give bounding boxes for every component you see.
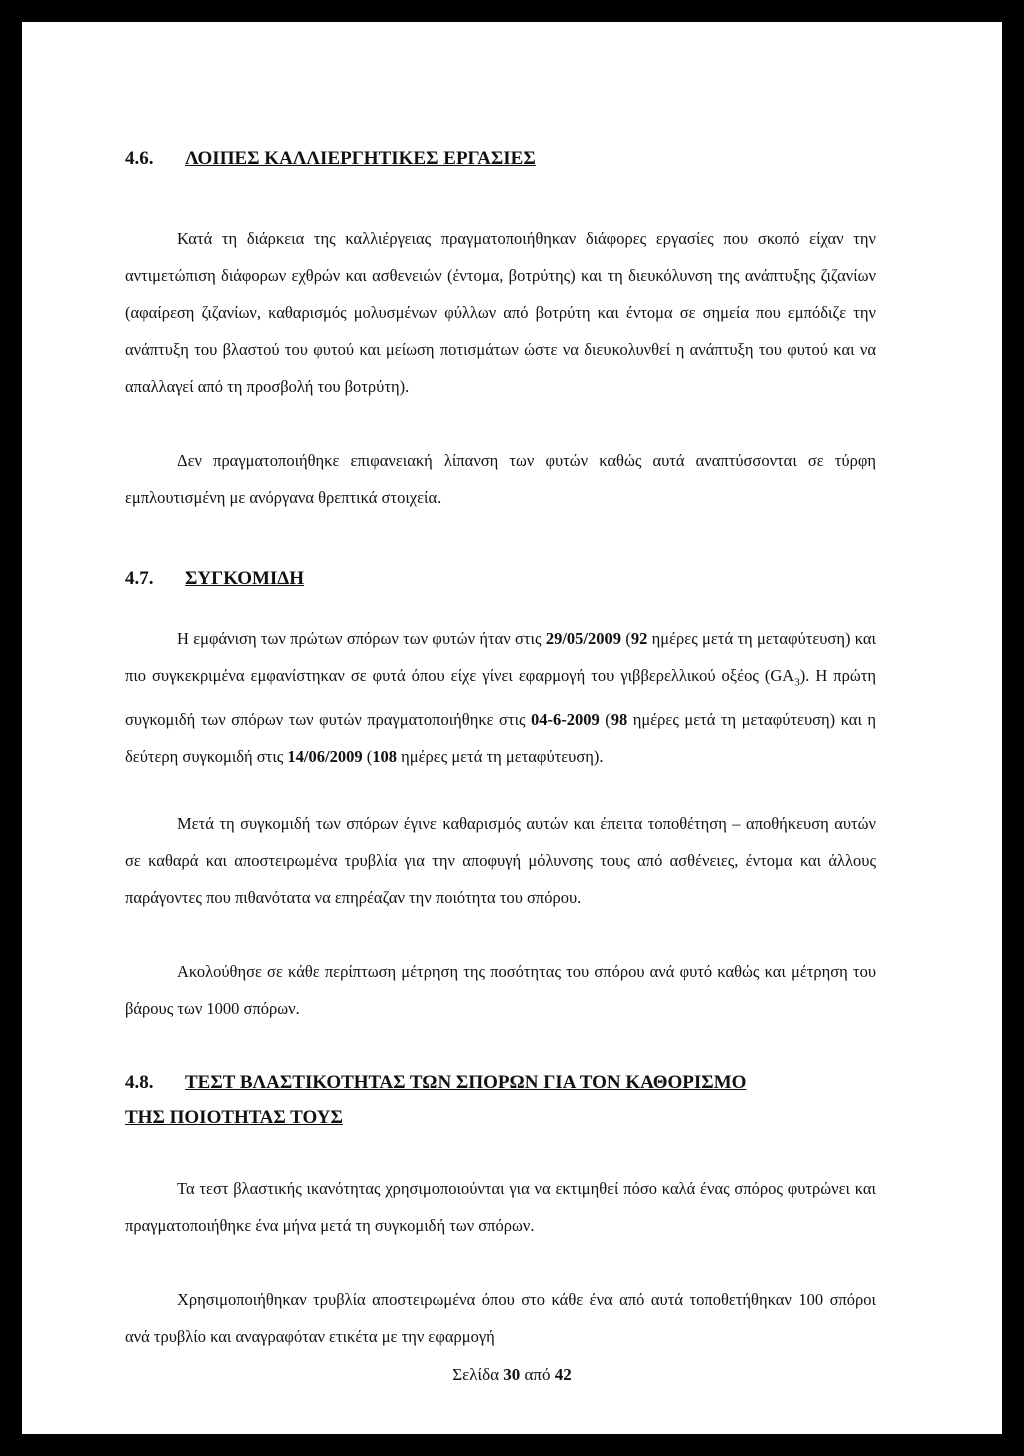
section-title: ΛΟΙΠΕΣ ΚΑΛΛΙΕΡΓΗΤΙΚΕΣ ΕΡΓΑΣΙΕΣ — [185, 148, 536, 169]
paragraph: Μετά τη συγκομιδή των σπόρων έγινε καθαρισμός αυτών και έπειτα τοποθέτηση – αποθήκευση αυτών σε καθαρά και αποστειρωμένα τρυβλία για την αποφυγή μόλυνσης τους από ασθένειες, έντομα και άλλους παράγοντες που πιθανότατα να επηρέαζαν την ποιότητα του σπόρου. — [125, 814, 876, 907]
section-number: 4.6. — [125, 148, 154, 169]
section-title-line2: ΤΗΣ ΠΟΙΟΤΗΤΑΣ ΤΟΥΣ — [125, 1107, 343, 1128]
section-heading-4-6 — [125, 148, 536, 170]
document-page — [22, 22, 1002, 1434]
page-total: 42 — [554, 1365, 572, 1384]
section-heading-4-7 — [125, 568, 304, 590]
section-number: 4.7. — [125, 568, 154, 589]
section-number: 4.8. — [125, 1072, 154, 1093]
paragraph: Δεν πραγματοποιήθηκε επιφανειακή λίπανση των φυτών καθώς αυτά αναπτύσσονται σε τύρφη εμπλουτισμένη με ανόργανα θρεπτικά στοιχεία. — [125, 451, 876, 507]
section-title: ΣΥΓΚΟΜΙΔΗ — [185, 568, 304, 589]
paragraph: Χρησιμοποιήθηκαν τρυβλία αποστειρωμένα όπου στο κάθε ένα από αυτά τοποθετήθηκαν 100 σπόροι ανά τρυβλίο και αναγραφόταν ετικέτα με την εφαρμογή — [125, 1290, 876, 1346]
page-number: 30 — [503, 1365, 521, 1384]
section-title-line1: ΤΕΣΤ ΒΛΑΣΤΙΚΟΤΗΤΑΣ ΤΩΝ ΣΠΟΡΩΝ ΓΙΑ ΤΟΝ ΚΑΘΟΡΙΣΜΟ — [185, 1072, 747, 1093]
date: 14/06/2009 — [287, 747, 363, 767]
paragraph-harvest-dates: Η εμφάνιση των πρώτων σπόρων των φυτών ήταν στις 29/05/2009 (92 ημέρες μετά τη μεταφύτευση) και πιο συγκεκριμένα εμφανίστηκαν σε φυτά όπου είχε γίνει εφαρμογή του γιββερελλικού οξέος $(GA_3)$. Η πρώτη συγκομιδή των σπόρων των φυτών πραγματοποιήθηκε στις 04-6-2009 (98 ημέρες μετά τη μεταφύτευση) και η δεύτερη συγκομιδή στις 14/06/2009 (108 ημέρες μετά τη μεταφύτευση). — [125, 629, 877, 767]
date: 29/05/2009 — [545, 629, 622, 648]
section-heading-4-8 — [125, 1065, 746, 1135]
page-footer: Σελίδα 30 από 42 — [452, 1365, 572, 1384]
paragraph: Κατά τη διάρκεια της καλλιέργειας πραγματοποιήθηκαν διάφορες εργασίες που σκοπό είχαν την αντιμετώπιση διάφορων εχθρών και ασθενειών (έντομα, βοτρύτης) και τη διευκόλυνση της ανάπτυξης ζιζανίων (αφαίρεση ζιζανίων, καθαρισμός μολυσμένων φύλλων από βοτρύτη και έντομα σε σημεία που εμπόδιζε την ανάπτυξη του βλαστού του φυτού και μείωση ποτισμάτων ώστε να διευκολυνθεί η ανάπτυξη του φυτού και να απαλλαγεί από τη προσβολή του βοτρύτη). — [125, 229, 876, 396]
paragraph: Τα τεστ βλαστικής ικανότητας χρησιμοποιούνται για να εκτιμηθεί πόσο καλά ένας σπόρος φυτρώνει και πραγματοποιήθηκε ένα μήνα μετά τη συγκομιδή των σπόρων. — [125, 1179, 876, 1235]
date: 04-6-2009 — [531, 710, 600, 730]
paragraph: Ακολούθησε σε κάθε περίπτωση μέτρηση της ποσότητας του σπόρου ανά φυτό καθώς και μέτρηση του βάρους των 1000 σπόρων. — [125, 962, 876, 1018]
